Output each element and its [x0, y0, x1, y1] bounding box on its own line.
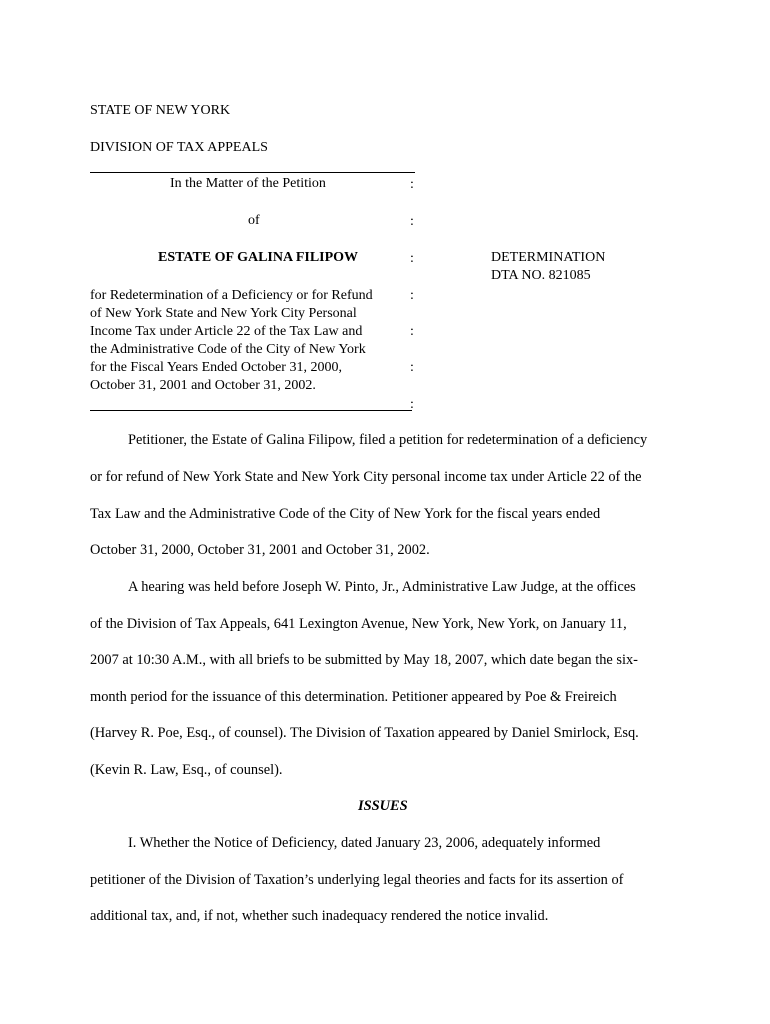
caption-colon: : [410, 288, 414, 303]
paragraph-line: additional tax, and, if not, whether such inadequacy rendered the notice invalid. [90, 908, 549, 924]
caption-colon: : [410, 360, 414, 375]
caption-bottom-rule [90, 410, 412, 411]
caption-colon: : [410, 324, 414, 339]
paragraph-line: October 31, 2000, October 31, 2001 and October 31, 2002. [90, 542, 430, 558]
caption-colon: : [410, 177, 414, 192]
division-heading: DIVISION OF TAX APPEALS [90, 140, 268, 155]
caption-purpose-line: of New York State and New York City Personal [90, 306, 357, 321]
paragraph-line: (Kevin R. Law, Esq., of counsel). [90, 762, 283, 778]
paragraph-line: petitioner of the Division of Taxation’s underlying legal theories and facts for its assertion of [90, 872, 624, 888]
caption-purpose-line: for the Fiscal Years Ended October 31, 2000, [90, 360, 342, 375]
petitioner-name: ESTATE OF GALINA FILIPOW [158, 250, 359, 265]
paragraph-line: or for refund of New York State and New York City personal income tax under Article 22 of the [90, 469, 642, 485]
caption-colon: : [410, 251, 414, 266]
caption-top-rule [90, 172, 415, 173]
caption-purpose-line: Income Tax under Article 22 of the Tax Law and [90, 324, 363, 339]
caption-of: of [248, 213, 260, 228]
state-heading: STATE OF NEW YORK [90, 103, 231, 118]
dta-number: DTA NO. 821085 [491, 268, 591, 283]
paragraph-line: Tax Law and the Administrative Code of the City of New York for the fiscal years ended [90, 506, 601, 522]
paragraph-line: of the Division of Tax Appeals, 641 Lexington Avenue, New York, New York, on January 11, [90, 616, 627, 632]
caption-colon: : [410, 397, 414, 412]
paragraph-line: A hearing was held before Joseph W. Pinto, Jr., Administrative Law Judge, at the offices [128, 579, 636, 595]
paragraph-line: 2007 at 10:30 A.M., with all briefs to be submitted by May 18, 2007, which date began the six- [90, 652, 638, 668]
determination-title: DETERMINATION [491, 250, 606, 265]
paragraph-line: (Harvey R. Poe, Esq., of counsel). The Division of Taxation appeared by Daniel Smirlock, Esq. [90, 725, 639, 741]
paragraph-line: Petitioner, the Estate of Galina Filipow, filed a petition for redetermination of a deficiency [128, 432, 648, 448]
caption-purpose-line: the Administrative Code of the City of New York [90, 342, 366, 357]
caption-purpose-line: for Redetermination of a Deficiency or for Refund [90, 288, 373, 303]
caption-purpose-line: October 31, 2001 and October 31, 2002. [90, 378, 316, 393]
paragraph-line: month period for the issuance of this determination. Petitioner appeared by Poe & Freireich [90, 689, 617, 705]
caption-colon: : [410, 214, 414, 229]
paragraph-line: I. Whether the Notice of Deficiency, dated January 23, 2006, adequately informed [128, 835, 601, 851]
issues-heading: ISSUES [358, 798, 408, 814]
caption-matter: In the Matter of the Petition [170, 176, 326, 191]
